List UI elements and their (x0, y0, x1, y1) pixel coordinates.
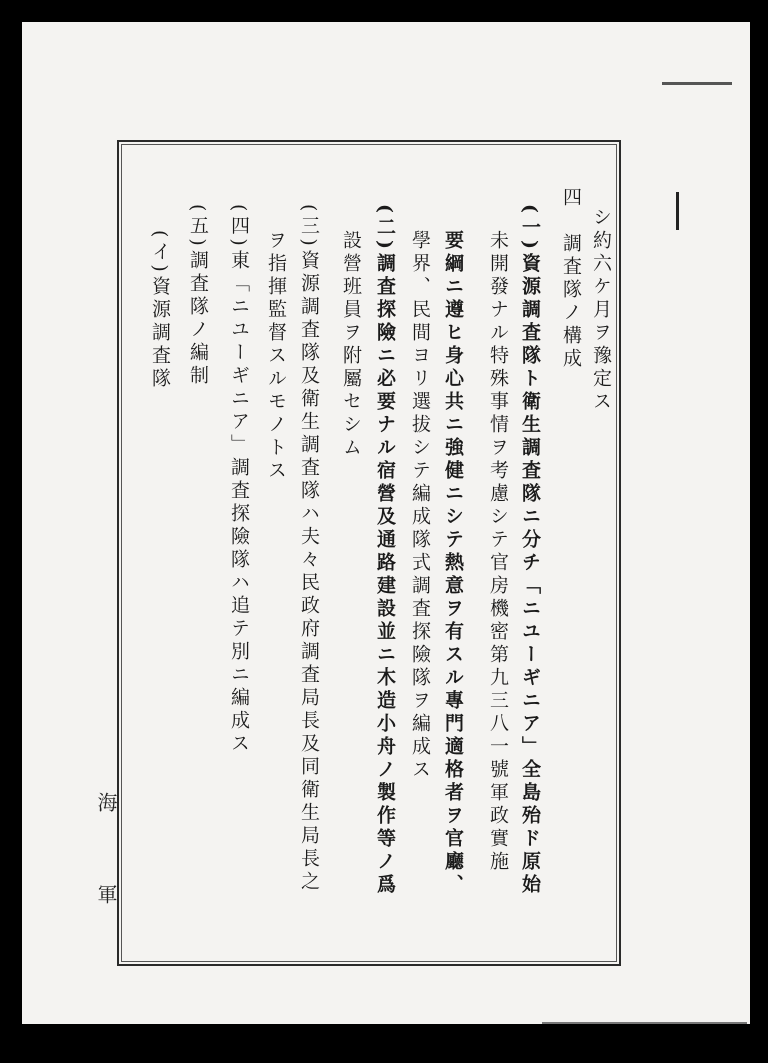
scan-mark-top-right (662, 82, 732, 85)
scan-mark-right (676, 192, 679, 230)
margin-char-1: 海 (94, 792, 118, 812)
text-column-12: (五)調査隊ノ編制 (187, 204, 209, 388)
scan-mark-bottom (542, 1022, 747, 1024)
text-column-13: (イ)資源調査隊 (149, 230, 171, 391)
text-column-8: 設營班員ヲ附屬セシム (340, 230, 362, 460)
text-column-9: (三)資源調査隊及衛生調査隊ハ夫々民政府調査局長及同衛生局長之 (298, 204, 320, 894)
margin-char-2: 軍 (94, 884, 118, 904)
text-column-3: (一)資源調査隊ト衛生調査隊ニ分チ「ニユーギニア」全島殆ド原始 (519, 204, 541, 897)
text-column-7: (二)調査探險ニ必要ナル宿營及通路建設並ニ木造小舟ノ製作等ノ爲 (374, 204, 396, 897)
text-column-10: ヲ指揮監督スルモノトス (265, 230, 287, 483)
text-column-4: 未開發ナル特殊事情ヲ考慮シテ官房機密第九三八一號軍政實施 (487, 230, 509, 874)
text-column-2: 四 調査隊ノ構成 (560, 187, 582, 371)
text-column-11: (四)東「ニユーギニア」調査探險隊ハ追テ別ニ編成ス (228, 204, 250, 756)
document-page (22, 22, 750, 1024)
text-column-5: 要綱ニ遵ヒ身心共ニ強健ニシテ熱意ヲ有スル專門適格者ヲ官廳、 (442, 230, 464, 897)
text-column-6: 學界、民間ヨリ選拔シテ編成隊式調査探險隊ヲ編成ス (409, 230, 431, 782)
text-column-1: シ約六ケ月ヲ豫定ス (590, 207, 612, 414)
